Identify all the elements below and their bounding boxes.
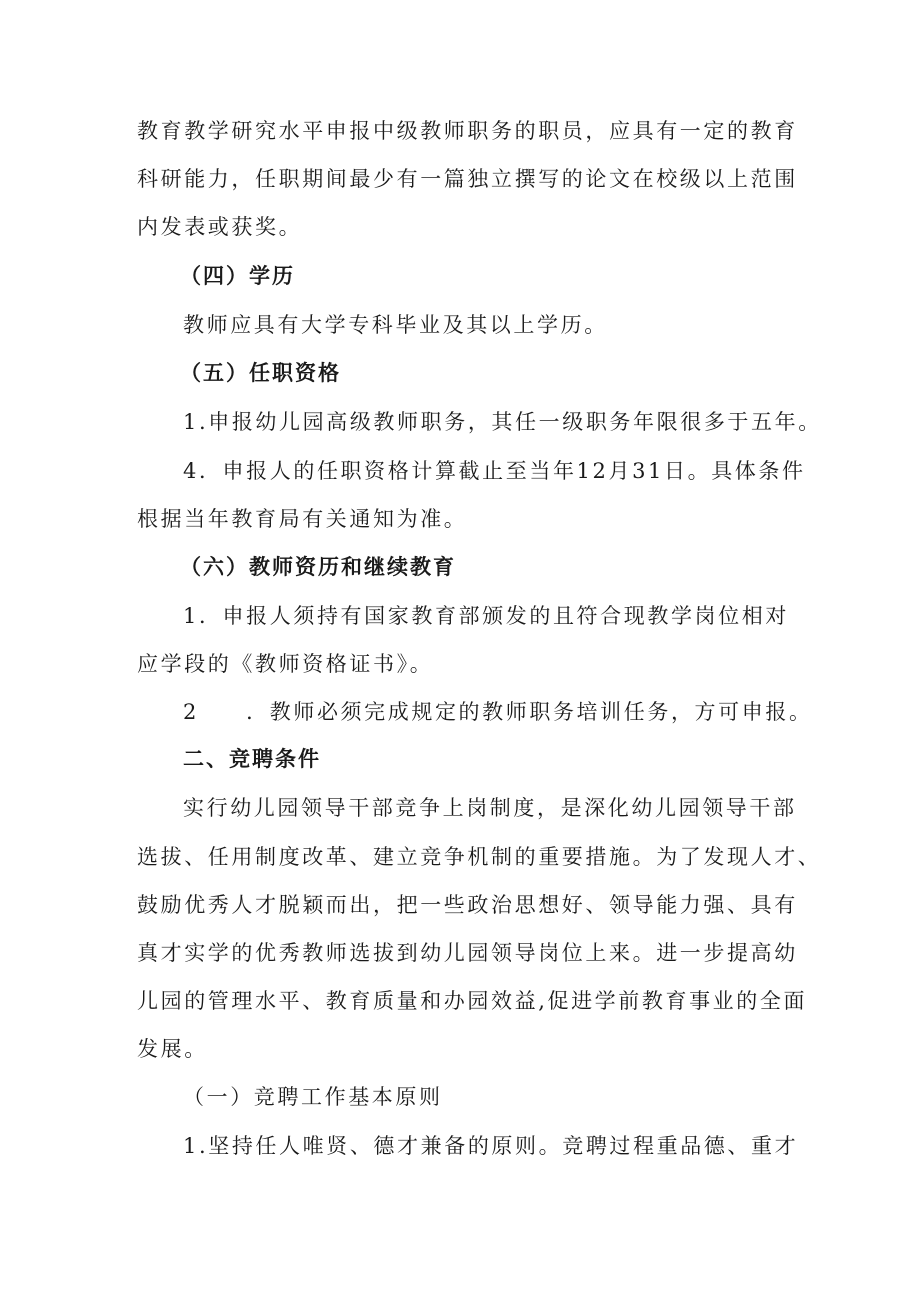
section-heading-competition: 二、竞聘条件	[183, 747, 321, 771]
list-item: 4．申报人的任职资格计算截止至当年12月31日。具体条件	[183, 459, 806, 483]
list-item: 1.申报幼儿园高级教师职务，其任一级职务年限很多于五年。	[183, 410, 822, 434]
paragraph-line: 科研能力，任职期间最少有一篇独立撰写的论文在校级以上范围	[137, 167, 798, 191]
paragraph-line: 发展。	[137, 1037, 208, 1061]
paragraph-line: 根据当年教育局有关通知为准。	[137, 507, 468, 531]
list-item: 1．申报人须持有国家教育部颁发的且符合现教学岗位相对	[183, 604, 789, 628]
paragraph-line: 应学段的《教师资格证书》。	[137, 652, 434, 676]
paragraph-line: 真才实学的优秀教师选拔到幼儿园领导岗位上来。进一步提高幼	[137, 941, 798, 965]
subsection-heading-principles: （一）竞聘工作基本原则	[183, 1085, 443, 1109]
section-heading-education: （四）学历	[180, 264, 295, 288]
paragraph-line: 选拔、任用制度改革、建立竞争机制的重要措施。为了发现人才、	[137, 845, 822, 869]
paragraph-line: 内发表或获奖。	[137, 215, 303, 239]
section-heading-qualification: （五）任职资格	[180, 361, 341, 385]
paragraph-line: 教师应具有大学专科毕业及其以上学历。	[183, 313, 608, 337]
list-item: 1.坚持任人唯贤、德才兼备的原则。竞聘过程重品德、重才	[183, 1134, 799, 1158]
list-item: 2 ．教师必须完成规定的教师职务培训任务，方可申报。	[183, 700, 813, 724]
paragraph-line: 儿园的管理水平、教育质量和办园效益,促进学前教育事业的全面	[137, 989, 808, 1013]
paragraph-line: 鼓励优秀人才脱颖而出，把一些政治思想好、领导能力强、具有	[137, 893, 798, 917]
section-heading-credentials: （六）教师资历和继续教育	[180, 555, 456, 579]
paragraph-line: 教育教学研究水平申报中级教师职务的职员，应具有一定的教育	[137, 119, 798, 143]
paragraph-line: 实行幼儿园领导干部竞争上岗制度，是深化幼儿园领导干部	[183, 796, 797, 820]
